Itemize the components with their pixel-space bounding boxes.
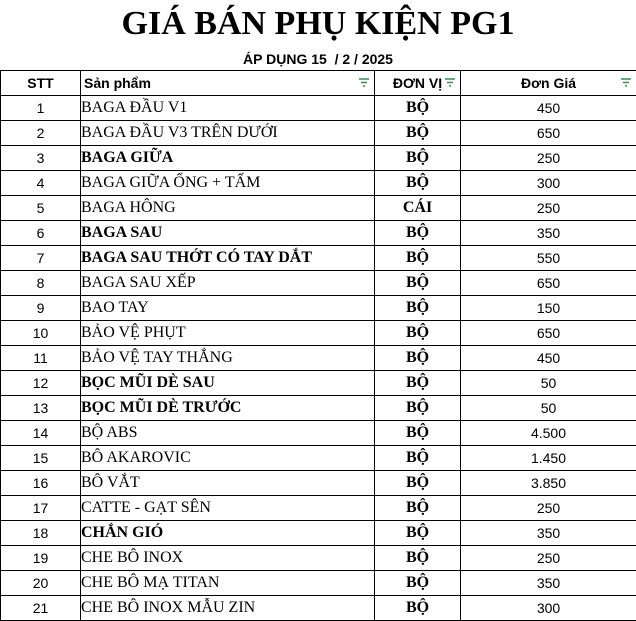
unit-price-cell[interactable]: 3.850 — [461, 471, 636, 496]
unit-price-cell[interactable]: 650 — [461, 121, 636, 146]
unit-cell[interactable]: BỘ — [375, 446, 461, 471]
row-number-cell[interactable]: 20 — [1, 571, 81, 596]
row-number-cell[interactable]: 1 — [1, 96, 81, 121]
unit-cell[interactable]: BỘ — [375, 471, 461, 496]
row-number-cell[interactable]: 9 — [1, 296, 81, 321]
product-name-cell[interactable]: CHE BÔ INOX MẪU ZIN — [81, 596, 375, 621]
table-row — [1, 471, 636, 496]
unit-cell[interactable]: BỘ — [375, 496, 461, 521]
table-row — [1, 146, 636, 171]
row-number-cell[interactable]: 7 — [1, 246, 81, 271]
unit-cell[interactable]: BỘ — [375, 571, 461, 596]
unit-price-cell[interactable]: 450 — [461, 96, 636, 121]
table-row — [1, 196, 636, 221]
unit-price-cell[interactable]: 650 — [461, 321, 636, 346]
unit-cell[interactable]: BỘ — [375, 296, 461, 321]
unit-price-cell[interactable]: 250 — [461, 496, 636, 521]
filter-icon[interactable] — [444, 78, 456, 88]
filter-icon[interactable] — [620, 78, 632, 88]
row-number-cell[interactable]: 18 — [1, 521, 81, 546]
unit-cell[interactable]: BỘ — [375, 321, 461, 346]
row-number-cell[interactable]: 4 — [1, 171, 81, 196]
table-row — [1, 346, 636, 371]
unit-price-cell[interactable]: 250 — [461, 146, 636, 171]
price-table — [0, 70, 636, 621]
product-name-cell[interactable]: CATTE - GẠT SÊN — [81, 496, 375, 521]
unit-price-cell[interactable]: 450 — [461, 346, 636, 371]
row-number-cell[interactable]: 12 — [1, 371, 81, 396]
unit-price-cell[interactable]: 4.500 — [461, 421, 636, 446]
column-header-stt-label: STT — [27, 75, 54, 91]
unit-cell[interactable]: BỘ — [375, 246, 461, 271]
unit-price-cell[interactable]: 1.450 — [461, 446, 636, 471]
table-row — [1, 496, 636, 521]
unit-price-cell[interactable]: 550 — [461, 246, 636, 271]
table-row — [1, 246, 636, 271]
table-row — [1, 296, 636, 321]
row-number-cell[interactable]: 17 — [1, 496, 81, 521]
column-header-price[interactable] — [461, 71, 636, 96]
column-header-product-label: Sản phẩm — [84, 75, 151, 91]
unit-cell[interactable]: BỘ — [375, 96, 461, 121]
unit-cell[interactable]: CÁI — [375, 196, 461, 221]
table-row — [1, 596, 636, 621]
table-row — [1, 221, 636, 246]
product-name-cell[interactable]: BAGA GIỮA ỐNG + TẤM — [81, 171, 375, 196]
row-number-cell[interactable]: 3 — [1, 146, 81, 171]
product-name-cell[interactable]: CHE BÔ INOX — [81, 546, 375, 571]
column-header-unit[interactable] — [375, 71, 461, 96]
unit-cell[interactable]: BỘ — [375, 171, 461, 196]
unit-cell[interactable]: BỘ — [375, 221, 461, 246]
product-name-cell[interactable]: BAGA GIỮA — [81, 146, 375, 171]
row-number-cell[interactable]: 2 — [1, 121, 81, 146]
filter-icon[interactable] — [358, 78, 370, 88]
table-row — [1, 321, 636, 346]
header-row — [1, 71, 636, 96]
product-name-cell[interactable]: BAGA HÔNG — [81, 196, 375, 221]
column-header-stt[interactable] — [1, 71, 81, 96]
table-row — [1, 421, 636, 446]
product-name-cell[interactable]: BAGA ĐẦU V3 TRÊN DƯỚI — [81, 121, 375, 146]
unit-price-cell[interactable]: 300 — [461, 171, 636, 196]
product-name-cell[interactable]: BỌC MŨI DÈ TRƯỚC — [81, 396, 375, 421]
unit-cell[interactable]: BỘ — [375, 121, 461, 146]
product-name-cell[interactable]: CHẮN GIÓ — [81, 521, 375, 546]
product-name-cell[interactable]: BAGA SAU THỚT CÓ TAY DẮT — [81, 246, 375, 271]
row-number-cell[interactable]: 21 — [1, 596, 81, 621]
table-row — [1, 546, 636, 571]
unit-price-cell[interactable]: 300 — [461, 596, 636, 621]
product-name-cell[interactable]: BAGA SAU — [81, 221, 375, 246]
unit-cell[interactable]: BỘ — [375, 546, 461, 571]
column-header-price-label: Đơn Giá — [520, 75, 577, 91]
product-name-cell[interactable]: BÔ VẮT — [81, 471, 375, 496]
unit-cell[interactable]: BỘ — [375, 371, 461, 396]
product-name-cell[interactable]: BAGA SAU XẾP — [81, 271, 375, 296]
row-number-cell[interactable]: 8 — [1, 271, 81, 296]
product-name-cell[interactable]: BẢO VỆ PHỤT — [81, 321, 375, 346]
row-number-cell[interactable]: 6 — [1, 221, 81, 246]
table-row — [1, 271, 636, 296]
unit-price-cell[interactable]: 50 — [461, 396, 636, 421]
product-name-cell[interactable]: BẢO VỆ TAY THẮNG — [81, 346, 375, 371]
unit-cell[interactable]: BỘ — [375, 596, 461, 621]
unit-price-cell[interactable]: 350 — [461, 221, 636, 246]
unit-cell[interactable]: BỘ — [375, 421, 461, 446]
unit-cell[interactable]: BỘ — [375, 146, 461, 171]
unit-cell[interactable]: BỘ — [375, 346, 461, 371]
table-row — [1, 121, 636, 146]
unit-cell[interactable]: BỘ — [375, 396, 461, 421]
unit-cell[interactable]: BỘ — [375, 271, 461, 296]
table-row — [1, 371, 636, 396]
row-number-cell[interactable]: 5 — [1, 196, 81, 221]
unit-cell[interactable]: BỘ — [375, 521, 461, 546]
column-header-unit-label: ĐƠN VỊ — [392, 75, 443, 91]
unit-price-cell[interactable]: 350 — [461, 521, 636, 546]
table-row — [1, 446, 636, 471]
product-name-cell[interactable]: BỌC MŨI DÈ SAU — [81, 371, 375, 396]
row-number-cell[interactable]: 10 — [1, 321, 81, 346]
row-number-cell[interactable]: 11 — [1, 346, 81, 371]
unit-price-cell[interactable]: 50 — [461, 371, 636, 396]
unit-price-cell[interactable]: 250 — [461, 196, 636, 221]
product-name-cell[interactable]: BỘ ABS — [81, 421, 375, 446]
product-name-cell[interactable]: BÔ AKAROVIC — [81, 446, 375, 471]
table-row — [1, 571, 636, 596]
column-header-product[interactable] — [81, 71, 375, 96]
page-title: GIÁ BÁN PHỤ KIỆN PG1 — [121, 5, 515, 42]
product-name-cell[interactable]: BAGA ĐẦU V1 — [81, 96, 375, 121]
unit-price-cell[interactable]: 150 — [461, 296, 636, 321]
unit-price-cell[interactable]: 350 — [461, 571, 636, 596]
row-number-cell[interactable]: 15 — [1, 446, 81, 471]
row-number-cell[interactable]: 19 — [1, 546, 81, 571]
table-row — [1, 396, 636, 421]
product-name-cell[interactable]: CHE BÔ MẠ TITAN — [81, 571, 375, 596]
table-row — [1, 521, 636, 546]
unit-price-cell[interactable]: 250 — [461, 546, 636, 571]
row-number-cell[interactable]: 14 — [1, 421, 81, 446]
row-number-cell[interactable]: 13 — [1, 396, 81, 421]
table-row — [1, 96, 636, 121]
table-row — [1, 171, 636, 196]
product-name-cell[interactable]: BAO TAY — [81, 296, 375, 321]
unit-price-cell[interactable]: 650 — [461, 271, 636, 296]
row-number-cell[interactable]: 16 — [1, 471, 81, 496]
effective-date: ÁP DỤNG 15 / 2 / 2025 — [243, 51, 393, 67]
